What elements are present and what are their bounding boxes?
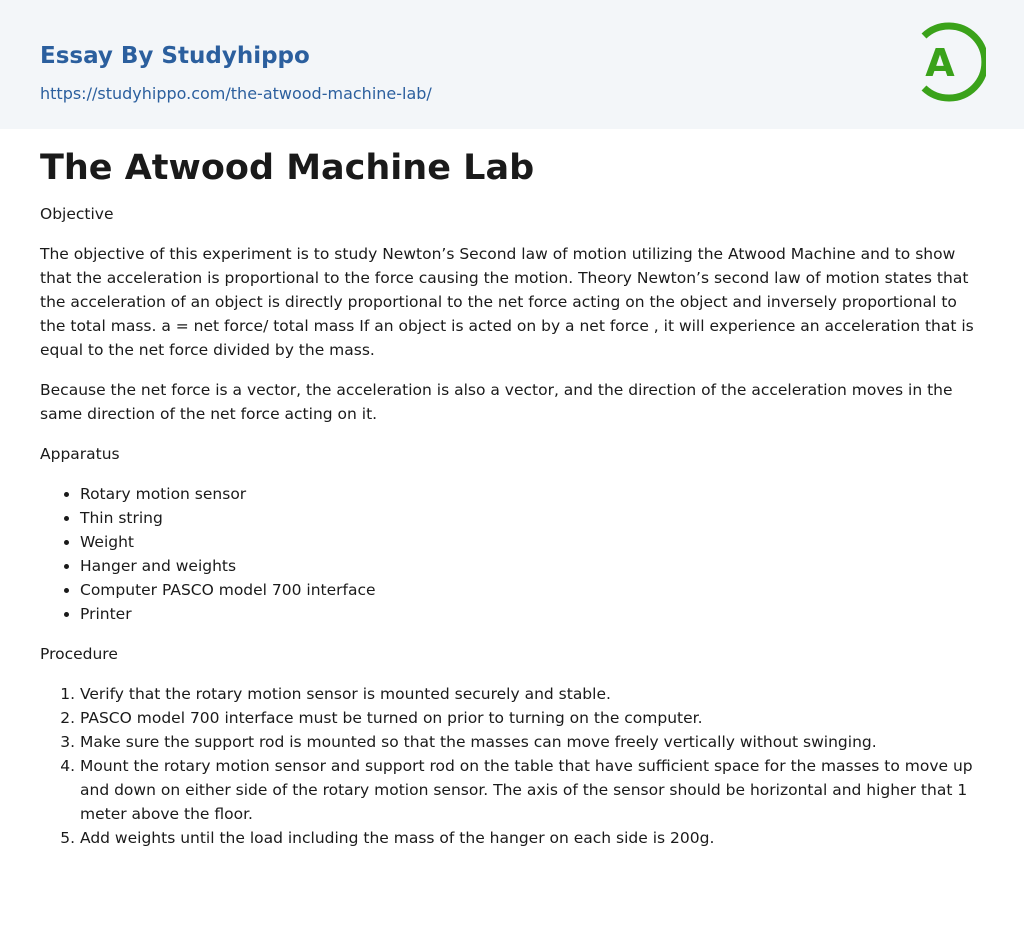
procedure-step: 2. PASCO model 700 interface must be turned on prior to turning on the computer.: [80, 706, 984, 730]
procedure-step: 1. Verify that the rotary motion sensor is mounted securely and stable.: [80, 682, 984, 706]
procedure-list: [40, 682, 984, 850]
article-content: [40, 146, 984, 866]
procedure-heading: Procedure: [40, 645, 118, 663]
procedure-step: 5. Add weights until the load including the mass of the hanger on each side is 200g.: [80, 826, 984, 850]
apparatus-item: • Printer: [80, 602, 984, 626]
apparatus-item: • Weight: [80, 530, 984, 554]
studyhippo-logo-icon: [912, 19, 986, 105]
article-title: The Atwood Machine Lab: [40, 148, 535, 188]
procedure-step: 4. Mount the rotary motion sensor and support rod on the table that have sufficient space for the masses to move up and down on either side of the rotary motion sensor. The axis of the sensor should be horizontal and higher that 1 meter above the floor.: [80, 754, 984, 826]
paragraph-vector: Because the net force is a vector, the acceleration is also a vector, and the direction of the acceleration moves in the same direction of the net force acting on it.: [40, 381, 953, 423]
source-url-link[interactable]: https://studyhippo.com/the-atwood-machine-lab/: [40, 84, 432, 103]
objective-heading: Objective: [40, 205, 114, 223]
paragraph-objective: The objective of this experiment is to study Newton’s Second law of motion utilizing the Atwood Machine and to show that the acceleration is proportional to the force causing the motion. Theory Newton’s second law of motion states that the acceleration of an object is directly proportional to the net force acting on the object and inversely proportional to the total mass. a = net force/ total mass If an object is acted on by a net force , it will experience an acceleration that is equal to the net force divided by the mass.: [40, 245, 974, 359]
logo-letter: A: [925, 41, 955, 85]
apparatus-list: [40, 482, 984, 626]
apparatus-item: • Thin string: [80, 506, 984, 530]
apparatus-item: • Computer PASCO model 700 interface: [80, 578, 984, 602]
brand-title: Essay By Studyhippo: [40, 43, 310, 69]
apparatus-item: • Rotary motion sensor: [80, 482, 984, 506]
procedure-step: 3. Make sure the support rod is mounted so that the masses can move freely vertically without swinging.: [80, 730, 984, 754]
apparatus-item: • Hanger and weights: [80, 554, 984, 578]
page-header: [0, 0, 1024, 129]
apparatus-heading: Apparatus: [40, 445, 120, 463]
